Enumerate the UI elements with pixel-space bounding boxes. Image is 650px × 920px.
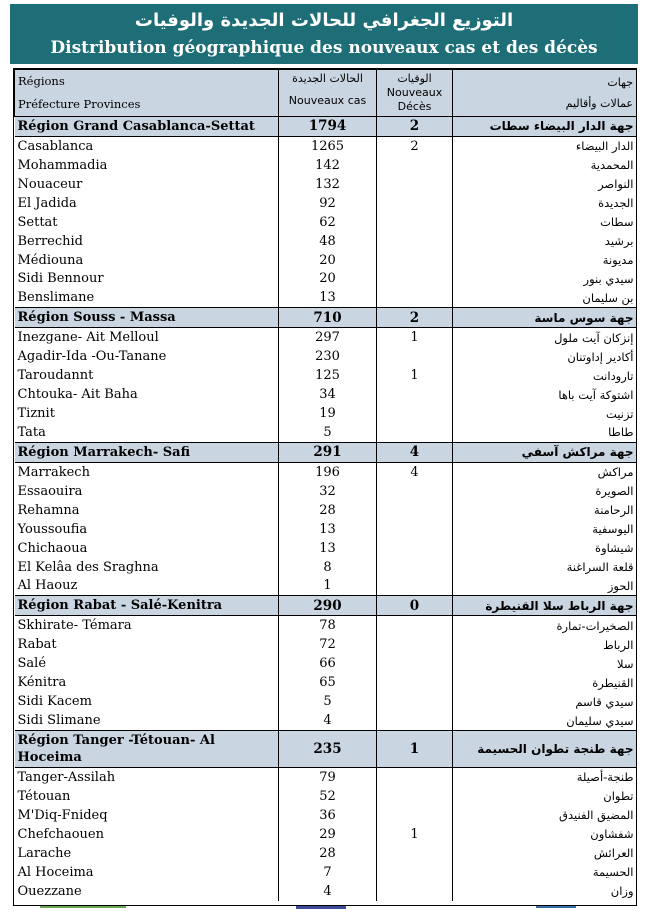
region-name-ar: جهة الدار البيضاء سطات bbox=[453, 117, 637, 137]
province-deaths bbox=[377, 270, 453, 289]
province-name-ar: اليوسفية bbox=[453, 520, 637, 539]
province-deaths bbox=[377, 156, 453, 175]
header-cases-ar: الحالات الجديدة bbox=[292, 72, 363, 85]
region-name: Région Tanger -Tétouan- Al Hoceima bbox=[15, 731, 279, 768]
province-name: Essaouira bbox=[17, 483, 83, 499]
header-regions-ar-label: جهات bbox=[607, 76, 633, 89]
province-name-ar: الرحامنة bbox=[453, 501, 637, 520]
province-name: Tata bbox=[17, 424, 46, 440]
province-cases: 72 bbox=[279, 635, 377, 654]
province-deaths bbox=[377, 194, 453, 213]
province-name: Kénitra bbox=[17, 675, 67, 691]
title-french: Distribution géographique des nouveaux cas et des décès bbox=[50, 38, 598, 58]
province-name: Salé bbox=[17, 656, 47, 672]
region-cases: 710 bbox=[279, 308, 377, 328]
province-cases: 13 bbox=[279, 288, 377, 307]
province-name-ar: المضيق الفنيدق bbox=[453, 806, 637, 825]
province-name-ar: مراكش bbox=[453, 462, 637, 481]
province-cases: 1265 bbox=[279, 136, 377, 155]
province-cases: 34 bbox=[279, 385, 377, 404]
province-cases: 8 bbox=[279, 558, 377, 577]
table-row bbox=[15, 288, 637, 307]
title-banner bbox=[10, 4, 638, 64]
logo-left bbox=[40, 906, 126, 919]
region-cases: 290 bbox=[279, 596, 377, 616]
province-name: Al Haouz bbox=[17, 578, 78, 594]
table-row bbox=[15, 366, 637, 385]
table-row bbox=[15, 711, 637, 730]
region-row bbox=[15, 442, 637, 462]
province-name-ar: وزان bbox=[453, 882, 637, 901]
table-row bbox=[15, 806, 637, 825]
province-cases: 62 bbox=[279, 213, 377, 232]
province-deaths bbox=[377, 844, 453, 863]
province-cases: 28 bbox=[279, 844, 377, 863]
table-row bbox=[15, 213, 637, 232]
province-name-ar: سيدي قاسم bbox=[453, 692, 637, 711]
province-deaths bbox=[377, 520, 453, 539]
province-cases: 28 bbox=[279, 501, 377, 520]
province-cases: 196 bbox=[279, 462, 377, 481]
table-row bbox=[15, 825, 637, 844]
province-deaths: 4 bbox=[410, 464, 419, 480]
region-deaths: 4 bbox=[377, 442, 453, 462]
province-name: Chefchaouen bbox=[17, 826, 104, 842]
table-row bbox=[15, 768, 637, 787]
table-row bbox=[15, 347, 637, 366]
table-row bbox=[15, 501, 637, 520]
header-regions bbox=[15, 70, 279, 117]
table-row bbox=[15, 616, 637, 635]
province-cases: 29 bbox=[279, 825, 377, 844]
province-deaths bbox=[377, 175, 453, 194]
province-name: El Jadida bbox=[17, 195, 77, 211]
province-deaths bbox=[377, 213, 453, 232]
province-deaths bbox=[377, 635, 453, 654]
table-header bbox=[15, 70, 637, 117]
province-cases: 19 bbox=[279, 404, 377, 423]
province-name: Marrakech bbox=[17, 464, 90, 480]
province-name-ar: شيشاوة bbox=[453, 539, 637, 558]
region-name-ar: جهة سوس ماسة bbox=[453, 308, 637, 328]
province-name: Berrechid bbox=[17, 233, 84, 249]
province-name-ar: أكادير إداوتنان bbox=[453, 347, 637, 366]
province-cases: 13 bbox=[279, 539, 377, 558]
province-name-ar: القنيطرة bbox=[453, 673, 637, 692]
province-name: Al Hoceima bbox=[17, 864, 94, 880]
table-row bbox=[15, 385, 637, 404]
province-cases: 4 bbox=[279, 711, 377, 730]
table-row bbox=[15, 863, 637, 882]
title-arabic: التوزيع الجغرافي للحالات الجديدة والوفيات bbox=[134, 10, 514, 31]
province-deaths bbox=[377, 347, 453, 366]
region-cases: 291 bbox=[279, 442, 377, 462]
province-name-ar: شفشاون bbox=[453, 825, 637, 844]
province-cases: 48 bbox=[279, 232, 377, 251]
province-name-ar: سيدي بنور bbox=[453, 270, 637, 289]
province-name-ar: مديونة bbox=[453, 251, 637, 270]
province-name-ar: طنجة-أصيلة bbox=[453, 768, 637, 787]
province-name-ar: تزنيت bbox=[453, 404, 637, 423]
header-cases-fr: Nouveaux cas bbox=[288, 94, 367, 107]
province-name: Inezgane- Ait Melloul bbox=[17, 330, 159, 346]
province-deaths bbox=[377, 251, 453, 270]
province-cases: 7 bbox=[279, 863, 377, 882]
province-cases: 36 bbox=[279, 806, 377, 825]
province-deaths bbox=[377, 673, 453, 692]
province-name: Larache bbox=[17, 845, 72, 861]
province-cases: 66 bbox=[279, 654, 377, 673]
province-name: Mohammadia bbox=[17, 157, 108, 173]
province-deaths bbox=[377, 558, 453, 577]
region-deaths: 1 bbox=[377, 731, 453, 768]
table-row bbox=[15, 787, 637, 806]
region-deaths: 2 bbox=[377, 117, 453, 137]
province-deaths: 2 bbox=[410, 138, 419, 154]
province-deaths bbox=[377, 863, 453, 882]
table-row bbox=[15, 692, 637, 711]
province-name: Rehamna bbox=[17, 502, 80, 518]
province-cases: 32 bbox=[279, 482, 377, 501]
province-cases: 297 bbox=[279, 328, 377, 347]
province-name: Ouezzane bbox=[17, 883, 82, 899]
province-name-ar: سلا bbox=[453, 654, 637, 673]
province-cases: 65 bbox=[279, 673, 377, 692]
province-cases: 92 bbox=[279, 194, 377, 213]
distribution-table bbox=[14, 69, 637, 901]
province-name-ar: قلعة السراغنة bbox=[453, 558, 637, 577]
table-row bbox=[15, 270, 637, 289]
table-row bbox=[15, 232, 637, 251]
table-row bbox=[15, 194, 637, 213]
province-name: El Kelâa des Sraghna bbox=[17, 559, 159, 575]
table-row bbox=[15, 520, 637, 539]
province-deaths bbox=[377, 423, 453, 442]
province-name-ar: المحمدية bbox=[453, 156, 637, 175]
region-name-ar: جهة الرباط سلا القنيطرة bbox=[453, 596, 637, 616]
logo-center bbox=[296, 906, 346, 920]
province-name-ar: الحسيمة bbox=[453, 863, 637, 882]
header-regions-label: Régions bbox=[18, 74, 65, 88]
province-deaths bbox=[377, 768, 453, 787]
province-name: Sidi Kacem bbox=[17, 694, 92, 710]
province-cases: 20 bbox=[279, 270, 377, 289]
province-name: Settat bbox=[17, 214, 58, 230]
province-cases: 5 bbox=[279, 692, 377, 711]
province-cases: 78 bbox=[279, 616, 377, 635]
region-deaths: 2 bbox=[377, 308, 453, 328]
table-row bbox=[15, 673, 637, 692]
province-name: Médiouna bbox=[17, 252, 84, 268]
province-deaths bbox=[377, 882, 453, 901]
table-row bbox=[15, 539, 637, 558]
province-name-ar: الصويرة bbox=[453, 482, 637, 501]
province-cases: 20 bbox=[279, 251, 377, 270]
province-name-ar: العرائش bbox=[453, 844, 637, 863]
region-name: Région Souss - Massa bbox=[15, 308, 279, 328]
table-row bbox=[15, 404, 637, 423]
province-deaths bbox=[377, 482, 453, 501]
table-row bbox=[15, 175, 637, 194]
province-deaths bbox=[377, 232, 453, 251]
province-name: Youssoufia bbox=[17, 521, 88, 537]
province-name-ar: الصخيرات-تمارة bbox=[453, 616, 637, 635]
header-prefecture-ar-label: عمالات وأقاليم bbox=[565, 97, 633, 110]
province-deaths bbox=[377, 692, 453, 711]
table-row bbox=[15, 136, 637, 155]
province-deaths bbox=[377, 654, 453, 673]
province-name: Rabat bbox=[17, 637, 57, 653]
province-name-ar: سيدي سليمان bbox=[453, 711, 637, 730]
region-name-ar: جهة مراكش آسفي bbox=[453, 442, 637, 462]
header-deaths bbox=[377, 70, 453, 117]
province-name-ar: إنزكان آيت ملول bbox=[453, 328, 637, 347]
region-name-ar: جهة طنجة تطوان الحسيمة bbox=[453, 731, 637, 768]
header-deaths-fr: Nouveaux Décès bbox=[386, 86, 443, 113]
region-name: Région Rabat - Salé-Kenitra bbox=[15, 596, 279, 616]
header-cases bbox=[279, 70, 377, 117]
table-row bbox=[15, 328, 637, 347]
region-cases: 1794 bbox=[279, 117, 377, 137]
region-cases: 235 bbox=[279, 731, 377, 768]
province-cases: 142 bbox=[279, 156, 377, 175]
region-row bbox=[15, 117, 637, 137]
region-deaths: 0 bbox=[377, 596, 453, 616]
province-deaths bbox=[377, 616, 453, 635]
header-prefecture-label: Préfecture Provinces bbox=[18, 97, 141, 111]
province-cases: 4 bbox=[279, 882, 377, 901]
province-name-ar: الجديدة bbox=[453, 194, 637, 213]
province-name: Taroudannt bbox=[17, 368, 94, 384]
province-name: Tanger-Assilah bbox=[17, 769, 116, 785]
province-name: M'Diq-Fnideq bbox=[17, 807, 108, 823]
province-deaths bbox=[377, 577, 453, 596]
province-cases: 125 bbox=[279, 366, 377, 385]
region-row bbox=[15, 596, 637, 616]
province-name-ar: سطات bbox=[453, 213, 637, 232]
province-deaths bbox=[377, 385, 453, 404]
table-row bbox=[15, 251, 637, 270]
province-name-ar: الدار البيضاء bbox=[453, 136, 637, 155]
province-name-ar: اشتوكة آيت باها bbox=[453, 385, 637, 404]
province-name-ar: برشيد bbox=[453, 232, 637, 251]
province-name-ar: الرباط bbox=[453, 635, 637, 654]
province-cases: 52 bbox=[279, 787, 377, 806]
province-deaths bbox=[377, 404, 453, 423]
province-deaths: 1 bbox=[410, 826, 419, 842]
province-name-ar: النواصر bbox=[453, 175, 637, 194]
province-name: Nouaceur bbox=[17, 176, 83, 192]
region-name: Région Marrakech- Safi bbox=[15, 442, 279, 462]
table-row bbox=[15, 577, 637, 596]
province-name-ar: طاطا bbox=[453, 423, 637, 442]
table-row bbox=[15, 654, 637, 673]
header-deaths-ar: الوفيات bbox=[397, 72, 432, 85]
province-name: Skhirate- Témara bbox=[17, 618, 132, 634]
province-deaths bbox=[377, 288, 453, 307]
province-name-ar: الحوز bbox=[453, 577, 637, 596]
province-cases: 79 bbox=[279, 768, 377, 787]
province-cases: 230 bbox=[279, 347, 377, 366]
province-name: Benslimane bbox=[17, 290, 95, 306]
table-row bbox=[15, 635, 637, 654]
table-row bbox=[15, 423, 637, 442]
table-row bbox=[15, 558, 637, 577]
table-row bbox=[15, 844, 637, 863]
province-name-ar: تطوان bbox=[453, 787, 637, 806]
region-row bbox=[15, 731, 637, 768]
province-name: Agadir-Ida -Ou-Tanane bbox=[17, 349, 167, 365]
province-deaths bbox=[377, 711, 453, 730]
province-deaths: 1 bbox=[410, 330, 419, 346]
region-row bbox=[15, 308, 637, 328]
province-name: Casablanca bbox=[17, 138, 94, 154]
province-cases: 5 bbox=[279, 423, 377, 442]
province-cases: 1 bbox=[279, 577, 377, 596]
region-name: Région Grand Casablanca-Settat bbox=[15, 117, 279, 137]
province-name: Tiznit bbox=[17, 406, 55, 422]
province-name: Sidi Slimane bbox=[17, 713, 101, 729]
province-deaths bbox=[377, 787, 453, 806]
province-deaths bbox=[377, 806, 453, 825]
table-row bbox=[15, 482, 637, 501]
header-regions-ar bbox=[453, 70, 637, 117]
province-name: Tétouan bbox=[17, 788, 71, 804]
table-row bbox=[15, 462, 637, 481]
province-name: Chtouka- Ait Baha bbox=[17, 387, 138, 403]
province-cases: 13 bbox=[279, 520, 377, 539]
province-name-ar: بن سليمان bbox=[453, 288, 637, 307]
province-cases: 132 bbox=[279, 175, 377, 194]
province-name-ar: تارودانت bbox=[453, 366, 637, 385]
province-deaths: 1 bbox=[410, 368, 419, 384]
table-row bbox=[15, 156, 637, 175]
province-name: Sidi Bennour bbox=[17, 271, 104, 287]
province-deaths bbox=[377, 539, 453, 558]
table-row bbox=[15, 882, 637, 901]
province-name: Chichaoua bbox=[17, 540, 88, 556]
province-deaths bbox=[377, 501, 453, 520]
logo-right bbox=[536, 906, 576, 919]
